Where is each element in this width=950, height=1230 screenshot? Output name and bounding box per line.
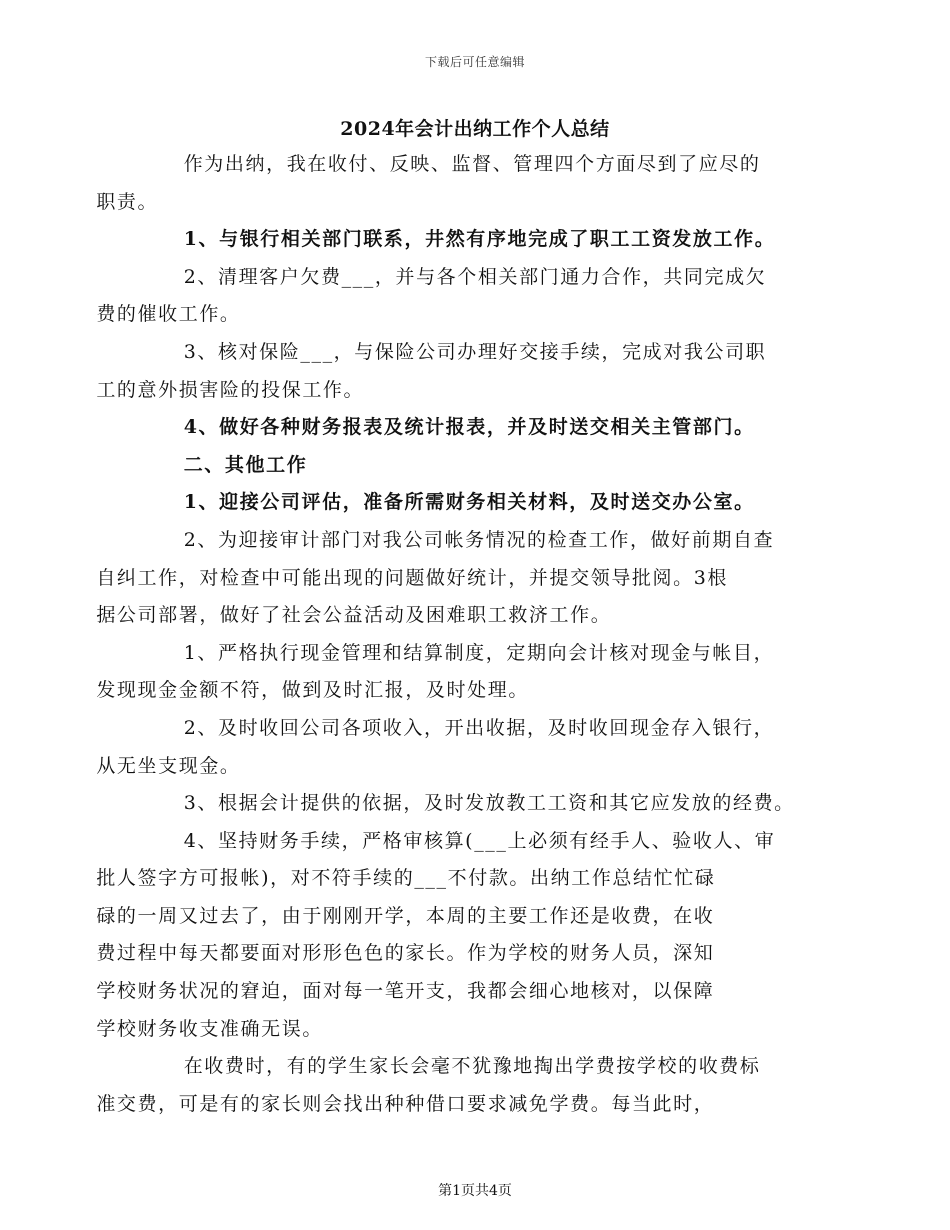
paragraph-line: 学校财务状况的窘迫，面对每一笔开支，我都会细心地核对，以保障	[96, 980, 715, 1003]
paragraph-line: 职责。	[96, 190, 159, 213]
body-paragraph	[96, 259, 810, 334]
body-paragraph	[96, 522, 810, 635]
document-title: 2024年会计出纳工作个人总结	[340, 118, 610, 140]
paragraph-line: 学校财务收支准确无误。	[96, 1017, 323, 1040]
body-paragraph	[96, 1048, 810, 1123]
paragraph-line: 准交费，可是有的家长则会找出种种借口要求减免学费。每当此时，	[96, 1092, 715, 1115]
paragraph-line: 工的意外损害险的投保工作。	[96, 378, 365, 401]
paragraph-line: 碌的一周又过去了，由于刚刚开学，本周的主要工作还是收费，在收	[96, 904, 715, 927]
body-paragraph	[140, 484, 810, 522]
paragraph-line: 1、与银行相关部门联系，井然有序地完成了职工工资发放工作。	[183, 228, 776, 251]
body-paragraph	[96, 635, 810, 710]
body-paragraph	[140, 447, 810, 485]
body-paragraph	[96, 146, 810, 221]
body-paragraph	[96, 823, 810, 1049]
paragraph-line: 3、根据会计提供的依据，及时发放教工工资和其它应发放的经费。	[183, 792, 795, 815]
paragraph-line: 1、迎接公司评估，准备所需财务相关材料，及时送交办公室。	[183, 491, 755, 514]
paragraph-line: 据公司部署，做好了社会公益活动及困难职工救济工作。	[96, 604, 612, 627]
paragraph-line: 发现现金金额不符，做到及时汇报，及时处理。	[96, 679, 529, 702]
paragraph-line: 1、严格执行现金管理和结算制度，定期向会计核对现金与帐目，	[183, 641, 775, 664]
paragraph-line: 费的催收工作。	[96, 303, 241, 326]
paragraph-line: 批人签字方可报帐)，对不符手续的___不付款。出纳工作总结忙忙碌	[96, 867, 716, 890]
paragraph-line: 4、做好各种财务报表及统计报表，并及时送交相关主管部门。	[183, 416, 755, 439]
paragraph-line: 在收费时，有的学生家长会毫不犹豫地掏出学费按学校的收费标	[183, 1055, 761, 1078]
paragraph-line: 4、坚持财务手续，严格审核算(___上必须有经手人、验收人、审	[183, 829, 776, 852]
paragraph-line: 二、其他工作	[183, 453, 308, 476]
page-header-note: 下载后可任意编辑	[424, 55, 525, 69]
document-body	[96, 146, 810, 1123]
body-paragraph	[140, 409, 810, 447]
paragraph-line: 作为出纳，我在收付、反映、监督、管理四个方面尽到了应尽的	[183, 153, 761, 175]
body-paragraph	[140, 785, 810, 823]
paragraph-line: 3、核对保险___，与保险公司办理好交接手续，完成对我公司职	[183, 340, 767, 363]
paragraph-line: 从无坐支现金。	[96, 754, 241, 777]
paragraph-line: 2、为迎接审计部门对我公司帐务情况的检查工作，做好前期自查	[183, 528, 775, 551]
paragraph-line: 2、清理客户欠费___，并与各个相关部门通力合作，共同完成欠	[183, 265, 767, 288]
body-paragraph	[96, 710, 810, 785]
body-paragraph	[140, 221, 810, 259]
paragraph-line: 2、及时收回公司各项收入，开出收据，及时收回现金存入银行，	[183, 716, 775, 739]
page-number: 第1页共4页	[438, 1183, 512, 1199]
paragraph-line: 自纠工作，对检查中可能出现的问题做好统计，并提交领导批阅。3根	[96, 566, 729, 589]
paragraph-line: 费过程中每天都要面对形形色色的家长。作为学校的财务人员，深知	[96, 942, 715, 965]
body-paragraph	[96, 334, 810, 409]
